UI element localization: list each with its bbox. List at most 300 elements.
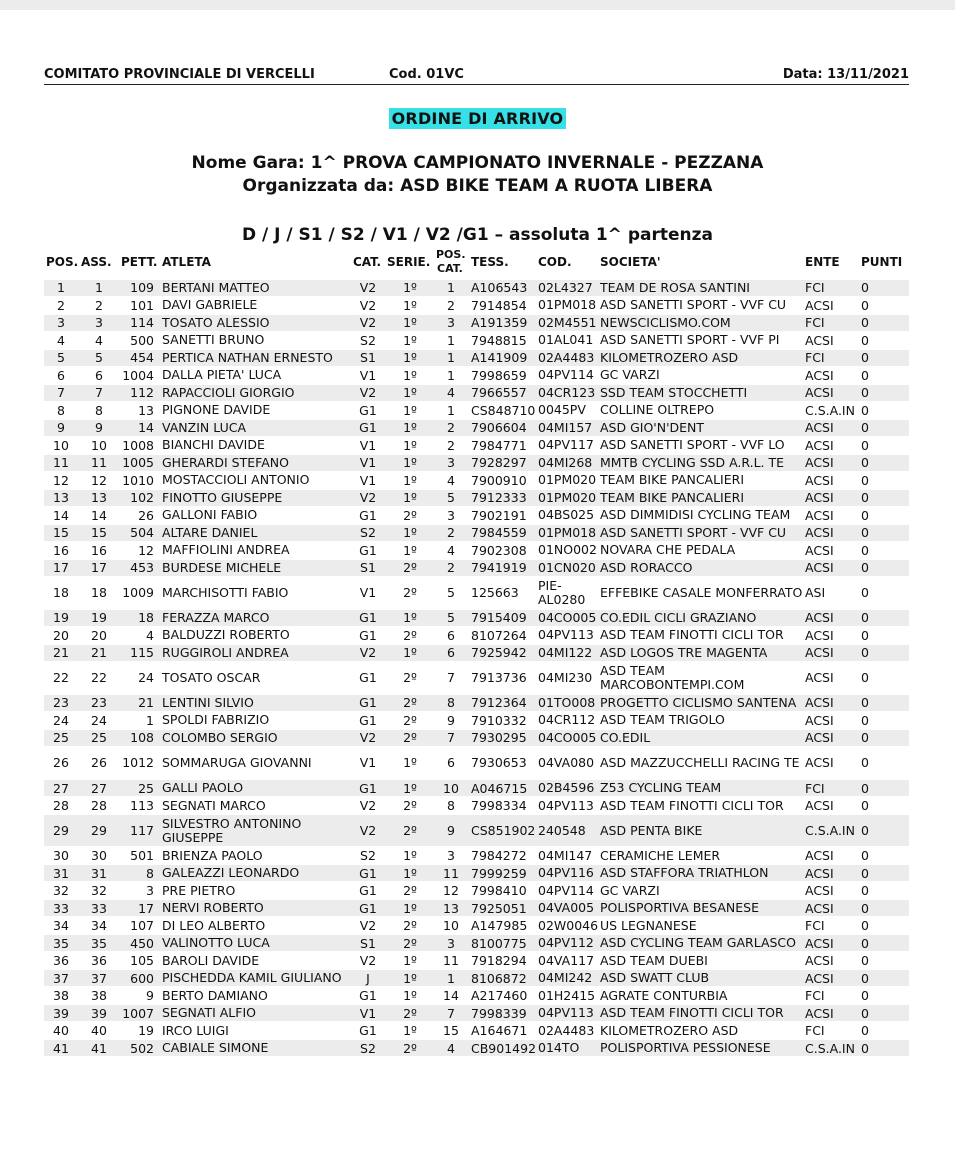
athlete-cell: DI LEO ALBERTO [162, 917, 266, 933]
serie-cell: 1º [403, 610, 417, 626]
tess-cell: 7914854 [471, 297, 527, 313]
ass-cell: 39 [91, 1005, 107, 1021]
table-row [0, 882, 955, 900]
table-row [0, 712, 955, 730]
cat-cell: G1 [359, 865, 377, 881]
col-pos: POS. [46, 255, 79, 269]
ass-cell: 34 [91, 918, 107, 934]
cod-cell: 01AL041 [538, 332, 594, 348]
ente-cell: FCI [805, 350, 825, 366]
poscat-cell: 10 [443, 780, 459, 796]
pett-cell: 3 [146, 883, 154, 899]
club-cell: MMTB CYCLING SSD A.R.L. TE [600, 454, 785, 470]
cod-cell: 04MI242 [538, 970, 593, 986]
ente-cell: ACSI [805, 560, 834, 576]
pos-cell: 14 [53, 507, 69, 523]
pett-cell: 453 [130, 560, 154, 576]
tess-cell: 8107264 [471, 627, 527, 643]
poscat-cell: 5 [447, 585, 455, 601]
ente-cell: ACSI [805, 420, 834, 436]
poscat-cell: 1 [447, 280, 455, 296]
pett-cell: 117 [130, 823, 154, 839]
ass-cell: 30 [91, 848, 107, 864]
poscat-cell: 1 [447, 970, 455, 986]
tess-cell: 7998334 [471, 798, 527, 814]
club-cell: KILOMETROZERO ASD [600, 349, 739, 365]
pett-cell: 600 [130, 970, 154, 986]
points-cell: 0 [861, 900, 869, 916]
serie-cell: 1º [403, 525, 417, 541]
pett-cell: 500 [130, 332, 154, 348]
col-poscat-top: POS. [436, 248, 466, 261]
athlete-cell: SEGNATI ALFIO [162, 1005, 256, 1021]
club-cell: CO.EDIL CICLI GRAZIANO [600, 609, 757, 625]
table-row [0, 952, 955, 970]
athlete-cell: IRCO LUIGI [162, 1022, 229, 1038]
ass-cell: 23 [91, 695, 107, 711]
tess-cell: A141909 [471, 350, 528, 366]
points-cell: 0 [861, 280, 869, 296]
poscat-cell: 1 [447, 402, 455, 418]
ass-cell: 4 [95, 332, 103, 348]
athlete-cell: MAFFIOLINI ANDREA [162, 542, 290, 558]
col-punti: PUNTI [861, 255, 903, 269]
cat-cell: V2 [359, 918, 377, 934]
poscat-cell: 6 [447, 645, 455, 661]
club-cell: ASD TEAM DUEBI [600, 952, 708, 968]
ass-cell: 21 [91, 645, 107, 661]
ass-cell: 40 [91, 1023, 107, 1039]
cat-cell: S2 [360, 848, 376, 864]
committee-name: COMITATO PROVINCIALE DI VERCELLI [44, 67, 315, 82]
table-row [0, 627, 955, 645]
points-cell: 0 [861, 437, 869, 453]
points-cell: 0 [861, 627, 869, 643]
tess-cell: A046715 [471, 780, 528, 796]
ente-cell: ACSI [805, 385, 834, 401]
tess-cell: 7902191 [471, 507, 527, 523]
serie-cell: 2º [403, 883, 417, 899]
serie-cell: 2º [403, 730, 417, 746]
club-cell: ASD GIO'N'DENT [600, 419, 705, 435]
club-cell: CO.EDIL [600, 729, 651, 745]
pett-cell: 12 [138, 542, 154, 558]
ente-cell: FCI [805, 280, 825, 296]
tess-cell: A217460 [471, 988, 528, 1004]
pett-cell: 501 [130, 848, 154, 864]
points-cell: 0 [861, 798, 869, 814]
ente-cell: ACSI [805, 670, 834, 686]
col-poscat-bottom: CAT. [437, 262, 463, 275]
pett-cell: 1009 [122, 585, 154, 601]
athlete-cell: SEGNATI MARCO [162, 797, 266, 813]
ass-cell: 29 [91, 823, 107, 839]
table-row [0, 899, 955, 917]
cod-cell: 04CO005 [538, 609, 597, 625]
club-cell: ASD TEAM MARCOBONTEMPI.COM [600, 662, 745, 692]
poscat-cell: 12 [443, 883, 459, 899]
serie-cell: 1º [403, 350, 417, 366]
cod-cell: 04VA005 [538, 900, 595, 916]
poscat-cell: 11 [443, 953, 459, 969]
athlete-cell: BIANCHI DAVIDE [162, 437, 265, 453]
ass-cell: 11 [91, 455, 107, 471]
table-header [0, 246, 955, 276]
ente-cell: ACSI [805, 848, 834, 864]
cod-cell: 0045PV [538, 402, 586, 418]
ente-cell: ACSI [805, 1005, 834, 1021]
serie-cell: 1º [403, 848, 417, 864]
club-cell: POLISPORTIVA PESSIONESE [600, 1040, 771, 1056]
table-row [0, 864, 955, 882]
tess-cell: 7984771 [471, 437, 527, 453]
cat-cell: G1 [359, 1023, 377, 1039]
pett-cell: 504 [130, 525, 154, 541]
pos-cell: 22 [53, 670, 69, 686]
club-cell: US LEGNANESE [600, 917, 697, 933]
serie-cell: 1º [403, 420, 417, 436]
ente-cell: ACSI [805, 798, 834, 814]
pett-cell: 1004 [122, 367, 154, 383]
points-cell: 0 [861, 1005, 869, 1021]
ass-cell: 38 [91, 988, 107, 1004]
cod-cell: 04BS025 [538, 507, 595, 523]
club-cell: PROGETTO CICLISMO SANTENA [600, 694, 797, 710]
poscat-cell: 8 [447, 695, 455, 711]
cod-cell: 04PV113 [538, 1005, 594, 1021]
athlete-cell: TOSATO ALESSIO [162, 314, 270, 330]
club-cell: TEAM DE ROSA SANTINI [600, 279, 750, 295]
pos-cell: 6 [57, 367, 65, 383]
table-row [0, 279, 955, 297]
ass-cell: 15 [91, 525, 107, 541]
serie-cell: 1º [403, 970, 417, 986]
pos-cell: 36 [53, 953, 69, 969]
athlete-cell: PRE PIETRO [162, 882, 236, 898]
ass-cell: 36 [91, 953, 107, 969]
club-cell: COLLINE OLTREPO [600, 402, 715, 418]
serie-cell: 1º [403, 455, 417, 471]
table-row [0, 542, 955, 560]
pos-cell: 21 [53, 645, 69, 661]
cod-cell: 240548 [538, 822, 586, 838]
athlete-cell: BRIENZA PAOLO [162, 847, 263, 863]
table-row [0, 814, 955, 847]
athlete-cell: SILVESTRO ANTONINO GIUSEPPE [162, 815, 302, 845]
points-cell: 0 [861, 610, 869, 626]
pos-cell: 3 [57, 315, 65, 331]
cat-cell: G1 [359, 988, 377, 1004]
table-row [0, 419, 955, 437]
poscat-cell: 5 [447, 490, 455, 506]
tess-cell: 7999259 [471, 865, 527, 881]
points-cell: 0 [861, 823, 869, 839]
poscat-cell: 3 [447, 935, 455, 951]
ente-cell: FCI [805, 315, 825, 331]
tess-cell: 7912333 [471, 490, 527, 506]
club-cell: ASD TEAM TRIGOLO [600, 712, 725, 728]
pett-cell: 454 [130, 350, 154, 366]
ente-cell: ACSI [805, 455, 834, 471]
cat-cell: V1 [359, 755, 377, 771]
athlete-cell: VANZIN LUCA [162, 419, 246, 435]
col-tess: TESS. [471, 255, 509, 269]
cat-cell: V2 [359, 823, 377, 839]
tess-cell: 125663 [471, 585, 519, 601]
ass-cell: 3 [95, 315, 103, 331]
club-cell: ASD RORACCO [600, 559, 693, 575]
pett-cell: 17 [138, 900, 154, 916]
poscat-cell: 7 [447, 1005, 455, 1021]
club-cell: ASD SWATT CLUB [600, 970, 710, 986]
table-row [0, 969, 955, 987]
points-cell: 0 [861, 525, 869, 541]
cod-cell: 04PV114 [538, 882, 594, 898]
table-row [0, 917, 955, 935]
tess-cell: 7966557 [471, 385, 527, 401]
ente-cell: ACSI [805, 865, 834, 881]
serie-cell: 2º [403, 1005, 417, 1021]
ass-cell: 27 [91, 780, 107, 796]
cod-cell: 01H2415 [538, 987, 596, 1003]
points-cell: 0 [861, 988, 869, 1004]
cod-cell: 04MI268 [538, 454, 593, 470]
tess-cell: 7998659 [471, 367, 527, 383]
ass-cell: 1 [95, 280, 103, 296]
pos-cell: 29 [53, 823, 69, 839]
club-cell: ASD CYCLING TEAM GARLASCO [600, 935, 797, 951]
athlete-cell: VALINOTTO LUCA [162, 935, 270, 951]
athlete-cell: BERTO DAMIANO [162, 987, 268, 1003]
pett-cell: 14 [138, 420, 154, 436]
points-cell: 0 [861, 420, 869, 436]
points-cell: 0 [861, 585, 869, 601]
cod-cell: 02W0046 [538, 917, 599, 933]
poscat-cell: 6 [447, 627, 455, 643]
ente-cell: ACSI [805, 883, 834, 899]
tess-cell: 7930653 [471, 755, 527, 771]
pett-cell: 1012 [122, 755, 154, 771]
athlete-cell: BERTANI MATTEO [162, 279, 270, 295]
athlete-cell: CABIALE SIMONE [162, 1040, 269, 1056]
cod-cell: 04VA080 [538, 754, 595, 770]
pett-cell: 113 [130, 798, 154, 814]
pos-cell: 28 [53, 798, 69, 814]
poscat-cell: 4 [447, 472, 455, 488]
cat-cell: G1 [359, 627, 377, 643]
cod-cell: 04PV113 [538, 797, 594, 813]
club-cell: SSD TEAM STOCCHETTI [600, 384, 748, 400]
ente-cell: FCI [805, 988, 825, 1004]
poscat-cell: 4 [447, 385, 455, 401]
pett-cell: 105 [130, 953, 154, 969]
pett-cell: 109 [130, 280, 154, 296]
pos-cell: 37 [53, 970, 69, 986]
serie-cell: 1º [403, 490, 417, 506]
cod-cell: 04CR123 [538, 384, 596, 400]
club-cell: NEWSCICLISMO.COM [600, 314, 731, 330]
athlete-cell: GALLI PAOLO [162, 780, 244, 796]
table-row [0, 559, 955, 577]
serie-cell: 1º [403, 367, 417, 383]
pett-cell: 24 [138, 670, 154, 686]
ente-cell: ACSI [805, 297, 834, 313]
tess-cell: 7918294 [471, 953, 527, 969]
table-row [0, 524, 955, 542]
cat-cell: V1 [359, 367, 377, 383]
athlete-cell: DALLA PIETA' LUCA [162, 367, 282, 383]
ente-cell: C.S.A.IN [805, 402, 855, 418]
club-cell: ASD SANETTI SPORT - VVF PI [600, 332, 780, 348]
table-row [0, 437, 955, 455]
cat-cell: G1 [359, 670, 377, 686]
table-row [0, 847, 955, 865]
points-cell: 0 [861, 367, 869, 383]
pett-cell: 1008 [122, 437, 154, 453]
club-cell: TEAM BIKE PANCALIERI [600, 472, 745, 488]
athlete-cell: MARCHISOTTI FABIO [162, 584, 289, 600]
tess-cell: 7900910 [471, 472, 527, 488]
serie-cell: 1º [403, 755, 417, 771]
pos-cell: 4 [57, 332, 65, 348]
club-cell: GC VARZI [600, 882, 660, 898]
points-cell: 0 [861, 332, 869, 348]
serie-cell: 1º [403, 645, 417, 661]
ente-cell: ACSI [805, 953, 834, 969]
poscat-cell: 2 [447, 420, 455, 436]
table-row [0, 779, 955, 797]
cod-cell: 02M4551 [538, 314, 597, 330]
tess-cell: 7984272 [471, 848, 527, 864]
ente-cell: ACSI [805, 900, 834, 916]
pos-cell: 35 [53, 935, 69, 951]
pett-cell: 112 [130, 385, 154, 401]
club-cell: GC VARZI [600, 367, 660, 383]
serie-cell: 2º [403, 695, 417, 711]
cod-cell: 04PV116 [538, 865, 594, 881]
cod-cell: 014TO [538, 1040, 580, 1056]
points-cell: 0 [861, 385, 869, 401]
ente-cell: FCI [805, 918, 825, 934]
pos-cell: 7 [57, 385, 65, 401]
cat-cell: V2 [359, 645, 377, 661]
cat-cell: S2 [360, 1040, 376, 1056]
cod-cell: 02A4483 [538, 1022, 595, 1038]
pos-cell: 10 [53, 437, 69, 453]
tess-cell: A164671 [471, 1023, 528, 1039]
points-cell: 0 [861, 695, 869, 711]
ente-cell: ACSI [805, 645, 834, 661]
athlete-cell: RUGGIROLI ANDREA [162, 644, 289, 660]
table-row [0, 662, 955, 695]
serie-cell: 1º [403, 280, 417, 296]
pett-cell: 1005 [122, 455, 154, 471]
pos-cell: 30 [53, 848, 69, 864]
ente-cell: C.S.A.IN [805, 823, 855, 839]
tess-cell: A106543 [471, 280, 528, 296]
pos-cell: 11 [53, 455, 69, 471]
serie-cell: 1º [403, 780, 417, 796]
pos-cell: 1 [57, 280, 65, 296]
athlete-cell: PERTICA NATHAN ERNESTO [162, 349, 333, 365]
points-cell: 0 [861, 315, 869, 331]
col-pett: PETT. [121, 255, 158, 269]
cat-cell: V1 [359, 585, 377, 601]
table-row [0, 332, 955, 350]
table-row [0, 489, 955, 507]
serie-cell: 2º [403, 560, 417, 576]
pos-cell: 17 [53, 560, 69, 576]
ente-cell: ACSI [805, 935, 834, 951]
poscat-cell: 2 [447, 437, 455, 453]
pos-cell: 15 [53, 525, 69, 541]
athlete-cell: ALTARE DANIEL [162, 524, 258, 540]
cod-cell: 04PV113 [538, 627, 594, 643]
table-row [0, 644, 955, 662]
table-row [0, 577, 955, 610]
pos-cell: 18 [53, 585, 69, 601]
cat-cell: V1 [359, 1005, 377, 1021]
pos-cell: 2 [57, 297, 65, 313]
points-cell: 0 [861, 670, 869, 686]
table-row [0, 694, 955, 712]
serie-cell: 1º [403, 542, 417, 558]
athlete-cell: FERAZZA MARCO [162, 609, 270, 625]
athlete-cell: GALEAZZI LEONARDO [162, 865, 300, 881]
ass-cell: 20 [91, 627, 107, 643]
pos-cell: 23 [53, 695, 69, 711]
poscat-cell: 3 [447, 315, 455, 331]
poscat-cell: 6 [447, 755, 455, 771]
athlete-cell: SANETTI BRUNO [162, 332, 265, 348]
cod-cell: 04MI157 [538, 419, 593, 435]
committee-code: Cod. 01VC [389, 67, 464, 82]
document-date: Data: 13/11/2021 [782, 67, 909, 82]
poscat-cell: 7 [447, 730, 455, 746]
tess-cell: 7928297 [471, 455, 527, 471]
ente-cell: ACSI [805, 627, 834, 643]
points-cell: 0 [861, 935, 869, 951]
cat-cell: G1 [359, 610, 377, 626]
categories-line: D / J / S1 / S2 / V1 / V2 /G1 – assoluta 1^ partenza [241, 225, 713, 245]
ente-cell: ACSI [805, 525, 834, 541]
pos-cell: 9 [57, 420, 65, 436]
ente-cell: ACSI [805, 332, 834, 348]
cat-cell: G1 [359, 507, 377, 523]
table-row [0, 297, 955, 315]
ass-cell: 17 [91, 560, 107, 576]
cat-cell: V2 [359, 730, 377, 746]
pos-cell: 20 [53, 627, 69, 643]
pos-cell: 34 [53, 918, 69, 934]
pos-cell: 12 [53, 472, 69, 488]
table-row [0, 1022, 955, 1040]
serie-cell: 2º [403, 507, 417, 523]
points-cell: 0 [861, 918, 869, 934]
poscat-cell: 11 [443, 865, 459, 881]
club-cell: ASD TEAM FINOTTI CICLI TOR [600, 1005, 784, 1021]
cat-cell: G1 [359, 780, 377, 796]
col-societa: SOCIETA' [600, 255, 661, 269]
pos-cell: 41 [53, 1040, 69, 1056]
cod-cell: 01CN020 [538, 559, 596, 575]
table-row [0, 797, 955, 815]
poscat-cell: 2 [447, 297, 455, 313]
points-cell: 0 [861, 507, 869, 523]
cod-cell: 04PV114 [538, 367, 594, 383]
club-cell: ASD TEAM FINOTTI CICLI TOR [600, 627, 784, 643]
ass-cell: 28 [91, 798, 107, 814]
